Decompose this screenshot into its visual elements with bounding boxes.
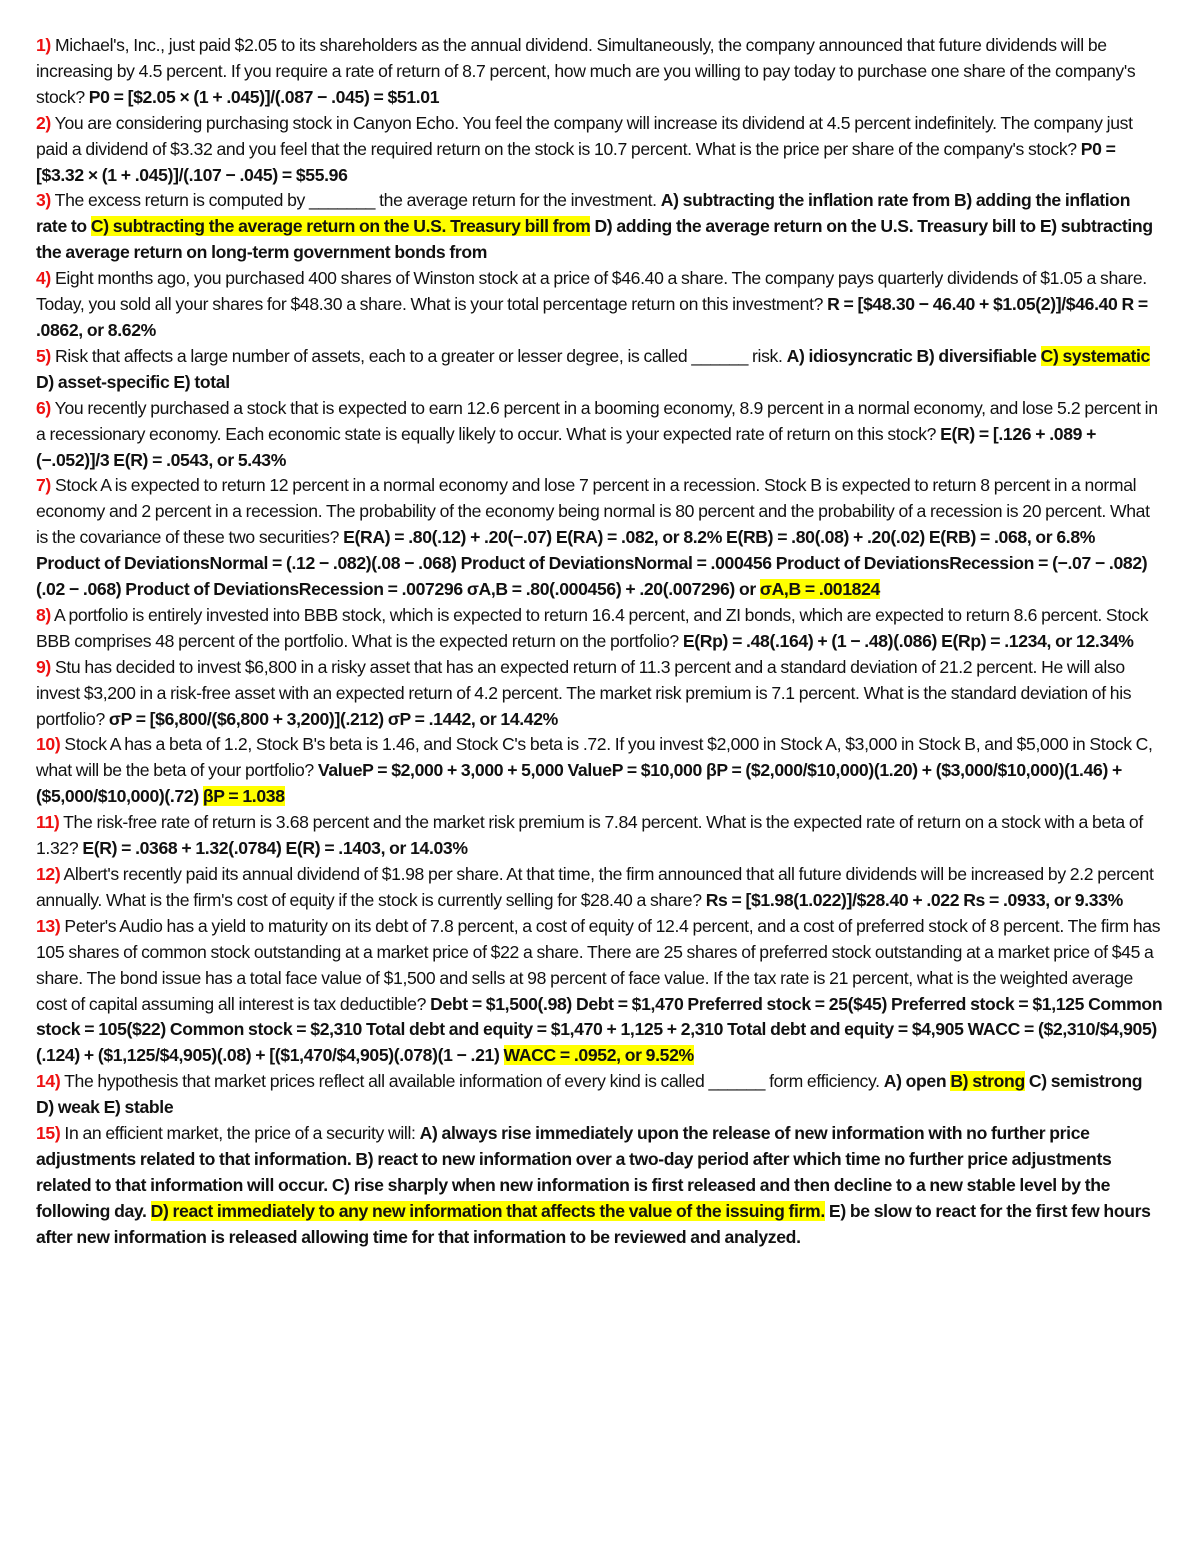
question-text: The excess return is computed by _______ the average return for the investment. (50, 190, 661, 211)
answer-options: D) asset-specific E) total (36, 371, 230, 392)
document-page (36, 33, 1164, 1251)
question-text: Eight months ago, you purchased 400 shares of Winston stock at a price of $46.40 a share. The company pays quarterly dividends of $1.05 a share. Today, you sold all your shares for $48.30 a share. What is your total percentage return on this investment? (36, 268, 1147, 315)
question-1 (36, 33, 1164, 111)
question-7 (36, 473, 1164, 603)
highlighted-answer: βP = 1.038 (202, 786, 285, 807)
answer-options: A) idiosyncratic B) diversifiable (786, 345, 1041, 366)
answer-formula: E(R) = [.126 + .089 + (−.052)]/3 E(R) = .0543, or 5.43% (36, 423, 1097, 470)
question-text: A portfolio is entirely invested into BBB stock, which is expected to return 16.4 percent, and ZI bonds, which are expected to return 8.6 percent. Stock BBB comprises 48 percent of the portfolio. What is the expected return on the portfolio? (36, 604, 1149, 651)
question-text: Michael's, Inc., just paid $2.05 to its shareholders as the annual dividend. Simultaneously, the company announced that future dividends will be increasing by 4.5 percent. If you require a rate of return of 8.7 percent, how much are you willing to pay today to purchase one share of the company's stock? (36, 35, 1136, 107)
answer-options: C) semistrong D) weak E) stable (36, 1071, 1143, 1118)
answer-options: A) subtracting the inflation rate from B) adding the inflation rate to (36, 190, 1131, 237)
answer-formula: σP = [$6,800/($6,800 + 3,200)](.212) σP = .1442, or 14.42% (108, 708, 558, 729)
question-text: In an efficient market, the price of a security will: (60, 1123, 420, 1144)
question-number: 7) (36, 475, 51, 496)
highlighted-answer: C) subtracting the average return on the U.S. Treasury bill from (90, 216, 591, 237)
answer-formula: R = [$48.30 − 46.40 + $1.05(2)]/$46.40 R = .0862, or 8.62% (36, 294, 1148, 340)
question-number: 6) (36, 397, 51, 418)
answer-formula: P0 = [$2.05 × (1 + .045)]/(.087 − .045) = $51.01 (88, 86, 440, 107)
question-9 (36, 655, 1164, 733)
answer-options: A) open (883, 1071, 951, 1092)
question-number: 2) (36, 112, 51, 133)
question-5 (36, 344, 1164, 396)
question-text: Stock A is expected to return 12 percent in a normal economy and lose 7 percent in a recession. Stock B is expected to return 8 percent in a normal economy and 2 percent in a recession. The probability of the economy being normal is 80 percent and the probability of a recession is 20 percent. What is the covariance of these two securities? (36, 475, 1150, 548)
answer-options: E) be slow to react for the first few hours after new information is released allowing time for that information to be reviewed and analyzed. (36, 1200, 1151, 1247)
answer-formula: Debt = $1,500(.98) Debt = $1,470 Preferred stock = 25($45) Preferred stock = $1,125 Common stock = 105($22) Common stock = $2,310 Total debt and equity = $1,470 + 1,125 + 2,310 Total debt and equity = $4,905 WACC = ($2,310/$4,905)(.124) + ($1,125/$4,905)(.08) + [($1,470/$4,905)(.078)(1 − .21) (36, 993, 1163, 1066)
question-text: You are considering purchasing stock in Canyon Echo. You feel the company will increase its dividend at 4.5 percent indefinitely. The company just paid a dividend of $3.32 and you feel that the required return on the stock is 10.7 percent. What is the price per share of the company's stock? (36, 112, 1133, 159)
question-15 (36, 1121, 1164, 1251)
highlighted-answer: D) react immediately to any new information that affects the value of the issuing firm. (150, 1200, 825, 1221)
question-text: Peter's Audio has a yield to maturity on its debt of 7.8 percent, a cost of equity of 12.4 percent, and a cost of preferred stock of 8 percent. The firm has 105 shares of common stock outstanding at a market price of $22 a share. There are 25 shares of preferred stock outstanding at a market price of $45 a share. The bond issue has a total face value of $1,500 and sells at 98 percent of face value. If the tax rate is 21 percent, what is the weighted average cost of capital assuming all interest is tax deductible? (36, 915, 1161, 1014)
question-number: 10) (36, 734, 61, 755)
question-12 (36, 862, 1164, 914)
question-text: The risk-free rate of return is 3.68 percent and the market risk premium is 7.84 percent. What is the expected rate of return on a stock with a beta of 1.32? (36, 812, 1143, 859)
question-10 (36, 732, 1164, 810)
question-number: 3) (36, 190, 51, 211)
question-3 (36, 188, 1164, 266)
question-number: 5) (36, 345, 51, 366)
question-number: 13) (36, 915, 61, 936)
question-number: 14) (36, 1071, 61, 1092)
highlighted-answer: WACC = .0952, or 9.52% (503, 1045, 694, 1066)
answer-formula: E(Rp) = .48(.164) + (1 − .48)(.086) E(Rp) = .1234, or 12.34% (682, 630, 1134, 651)
question-6 (36, 396, 1164, 474)
question-number: 12) (36, 864, 61, 884)
answer-formula: E(R) = .0368 + 1.32(.0784) E(R) = .1403, or 14.03% (82, 838, 468, 859)
highlighted-answer: σA,B = .001824 (759, 579, 880, 600)
answer-formula: ValueP = $2,000 + 3,000 + 5,000 ValueP = $10,000 βP = ($2,000/$10,000)(1.20) + ($3,000/$10,000)(1.46) + ($5,000/$10,000)(.72) (36, 760, 1122, 807)
question-text: Albert's recently paid its annual dividend of $1.98 per share. At that time, the firm announced that all future dividends will be increased by 2.2 percent annually. What is the firm's cost of equity if the stock is currently selling for $28.40 a share? (36, 864, 1154, 910)
answer-options: A) always rise immediately upon the release of new information with no further price adjustments related to that information. B) react to new information over a two-day period after which time no further price adjustments related to that information will occur. C) rise sharply when new information is first released and then decline to a new stable level by the following day. (36, 1123, 1112, 1221)
question-text: The hypothesis that market prices reflect all available information of every kind is called ______ form efficiency. (60, 1071, 884, 1092)
question-8 (36, 603, 1164, 655)
question-number: 11) (36, 812, 60, 833)
answer-formula: Rs = [$1.98(1.022)]/$28.40 + .022 Rs = .0933, or 9.33% (705, 889, 1123, 910)
answer-options: D) adding the average return on the U.S. Treasury bill to E) subtracting the average return on long-term government bonds from (36, 216, 1153, 263)
answer-formula: P0 = [$3.32 × (1 + .045)]/(.107 − .045) = $55.96 (36, 138, 1116, 185)
answer-formula: E(RA) = .80(.12) + .20(−.07) E(RA) = .082, or 8.2% E(RB) = .80(.08) + .20(.02) E(RB) = .068, or 6.8% (343, 527, 1096, 548)
question-2 (36, 111, 1164, 189)
question-number: 8) (36, 604, 51, 625)
highlighted-answer: C) systematic (1040, 345, 1150, 366)
question-14 (36, 1069, 1164, 1121)
question-number: 15) (36, 1123, 61, 1144)
question-number: 4) (36, 268, 51, 289)
answer-formula-continued: Product of DeviationsNormal = (.12 − .082)(.08 − .068) Product of DeviationsNormal = .000456 Product of DeviationsRecession = (−.07 − .082)(.02 − .068) Product of DeviationsRecession = .007296 σA,B = .80(.000456) + .20(.007296) or (36, 553, 1148, 600)
highlighted-answer: B) strong (950, 1071, 1025, 1092)
question-number: 9) (36, 656, 51, 677)
question-text: Stock A has a beta of 1.2, Stock B's beta is 1.46, and Stock C's beta is .72. If you invest $2,000 in Stock A, $3,000 in Stock B, and $5,000 in Stock C, what will be the beta of your portfolio? (36, 734, 1153, 781)
question-text: You recently purchased a stock that is expected to earn 12.6 percent in a booming economy, 8.9 percent in a normal economy, and lose 5.2 percent in a recessionary economy. Each economic state is equally likely to occur. What is your expected rate of return on this stock? (36, 397, 1158, 444)
question-11 (36, 810, 1164, 862)
question-text: Stu has decided to invest $6,800 in a risky asset that has an expected return of 11.3 percent and a standard deviation of 21.2 percent. He will also invest $3,200 in a risk-free asset with an expected return of 4.2 percent. The market risk premium is 7.1 percent. What is the standard deviation of his portfolio? (36, 656, 1132, 729)
question-4 (36, 266, 1164, 344)
question-text: Risk that affects a large number of assets, each to a greater or lesser degree, is called ______ risk. (50, 345, 787, 366)
question-number: 1) (36, 35, 51, 55)
question-13 (36, 914, 1164, 1069)
